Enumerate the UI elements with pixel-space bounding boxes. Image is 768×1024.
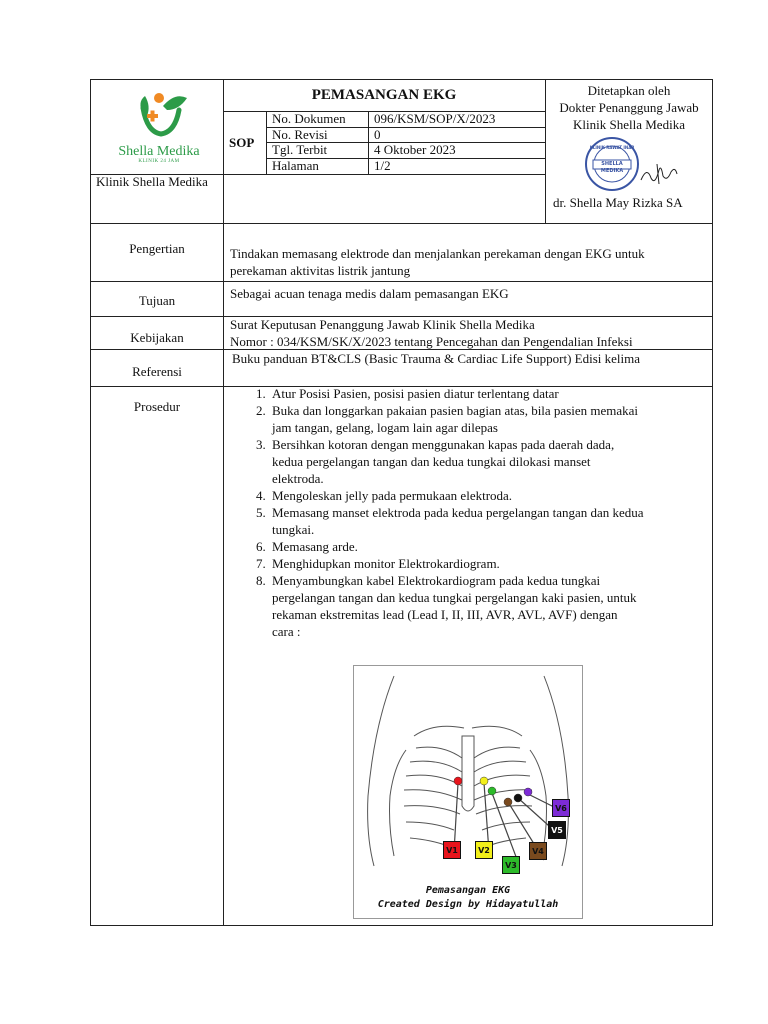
label-pengertian: Pengertian: [129, 241, 185, 256]
meta-value-doc-number: 096/KSM/SOP/X/2023: [374, 111, 496, 126]
label-tujuan: Tujuan: [138, 293, 176, 308]
signer-name: dr. Shella May Rizka SA: [553, 195, 683, 210]
sop-label: SOP: [229, 135, 255, 150]
procedure-step: [269, 572, 712, 640]
meta-value-page: 1/2: [374, 158, 391, 173]
procedure-step: [269, 385, 712, 402]
lead-v3-label: V3: [502, 856, 520, 874]
figure-caption-title: Pemasangan EKG: [425, 885, 511, 896]
pengertian-line-1: Tindakan memasang elektrode dan menjalankan perekaman dengan EKG untuk: [230, 246, 645, 261]
clinic-stamp: [585, 137, 639, 191]
procedure-step-line: elektroda.: [272, 471, 324, 486]
procedure-step-line: 7. Menghidupkan monitor Elektrokardiogram.: [272, 556, 500, 571]
steps-list: [224, 385, 712, 640]
procedure-step-line: tungkai.: [272, 522, 315, 537]
divider: [91, 223, 712, 224]
procedure-step-line: 6. Memasang arde.: [272, 539, 358, 554]
logo-subtitle: KLINIK 24 JAM: [138, 159, 180, 164]
text-tujuan: Sebagai acuan tenaga medis dalam pemasangan EKG: [230, 286, 509, 301]
procedure-step-line: 3. Bersihkan kotoran dengan menggunakan kapas pada daerah dada,: [272, 437, 615, 452]
stamp-top-text: KLINIK RAWAT INAP: [589, 145, 635, 150]
lead-v5-label: V5: [548, 821, 566, 839]
lead-v6-label: V6: [552, 799, 570, 817]
procedure-step-line: cara :: [272, 624, 301, 639]
procedure-step-line: 4. Mengoleskan jelly pada permukaan elektroda.: [272, 488, 513, 503]
ekg-figure: [353, 665, 583, 919]
meta-label-issue-date: Tgl. Terbit: [272, 142, 328, 157]
meta-label-doc-number: No. Dokumen: [272, 111, 346, 126]
label-referensi: Referensi: [132, 364, 182, 379]
divider: [91, 281, 712, 282]
logo-wordmark: Shella Medika: [118, 144, 200, 159]
procedure-step: [269, 487, 712, 504]
lead-v1-label: V1: [443, 841, 461, 859]
meta-label-page: Halaman: [272, 158, 319, 173]
pengertian-line-2: perekaman aktivitas listrik jantung: [230, 263, 411, 278]
kebijakan-line-2: Nomor : 034/KSM/SK/X/2023 tentang Pencegahan dan Pengendalian Infeksi: [230, 334, 633, 349]
procedure-step: [269, 538, 712, 555]
procedure-step: [269, 402, 712, 436]
procedure-step-line: 2. Buka dan longgarkan pakaian pasien bagian atas, bila pasien memakai: [272, 403, 639, 418]
procedure-step-line: rekaman ekstremitas lead (Lead I, II, III, AVR, AVL, AVF) dengan: [272, 607, 618, 622]
approval-line-2: Dokter Penanggung Jawab: [559, 100, 699, 115]
text-referensi: Buku panduan BT&CLS (Basic Trauma & Cardiac Life Support) Edisi kelima: [232, 351, 641, 366]
label-kebijakan: Kebijakan: [130, 330, 184, 345]
logo-emblem-icon: [113, 88, 205, 140]
figure-caption-credit: Created Design by Hidayatullah: [377, 899, 559, 910]
meta-value-revision: 0: [374, 127, 381, 142]
document-title: PEMASANGAN EKG: [311, 87, 457, 103]
text-kebijakan: [230, 316, 633, 350]
text-pengertian: [230, 245, 645, 279]
lead-v2-label: V2: [475, 841, 493, 859]
ribcage-icon: [354, 666, 582, 872]
approval-line-3: Klinik Shella Medika: [573, 117, 685, 132]
lead-v4-label: V4: [529, 842, 547, 860]
procedure-step-line: kedua pergelangan tangan dan kedua tungkai dilokasi manset: [272, 454, 591, 469]
label-prosedur: Prosedur: [133, 399, 181, 414]
procedure-step-line: 1. Atur Posisi Pasien, posisi pasien diatur terlentang datar: [272, 386, 559, 401]
clinic-name: Klinik Shella Medika: [96, 174, 208, 189]
sop-document: [90, 79, 713, 926]
procedure-step-line: 8. Menyambungkan kabel Elektrokardiogram pada kedua tungkai: [272, 573, 601, 588]
procedure-step-line: jam tangan, gelang, logam lain agar dilepas: [272, 420, 498, 435]
stamp-center-text: SHELLA MEDIKA: [600, 161, 624, 174]
procedure-step: [269, 436, 712, 487]
procedure-step: [269, 555, 712, 572]
approval-line-1: Ditetapkan oleh: [587, 83, 671, 98]
procedure-steps: [224, 385, 712, 640]
procedure-step: [269, 504, 712, 538]
meta-value-issue-date: 4 Oktober 2023: [374, 142, 456, 157]
signature-icon: [637, 160, 681, 188]
procedure-step-line: 5. Memasang manset elektroda pada kedua pergelangan tangan dan kedua: [272, 505, 644, 520]
clinic-logo: [113, 88, 205, 170]
procedure-step-line: pergelangan tangan dan kedua tungkai pergelangan kaki pasien, untuk: [272, 590, 637, 605]
kebijakan-line-1: Surat Keputusan Penanggung Jawab Klinik Shella Medika: [230, 317, 535, 332]
approval-block: [546, 82, 712, 133]
meta-label-revision: No. Revisi: [272, 127, 328, 142]
